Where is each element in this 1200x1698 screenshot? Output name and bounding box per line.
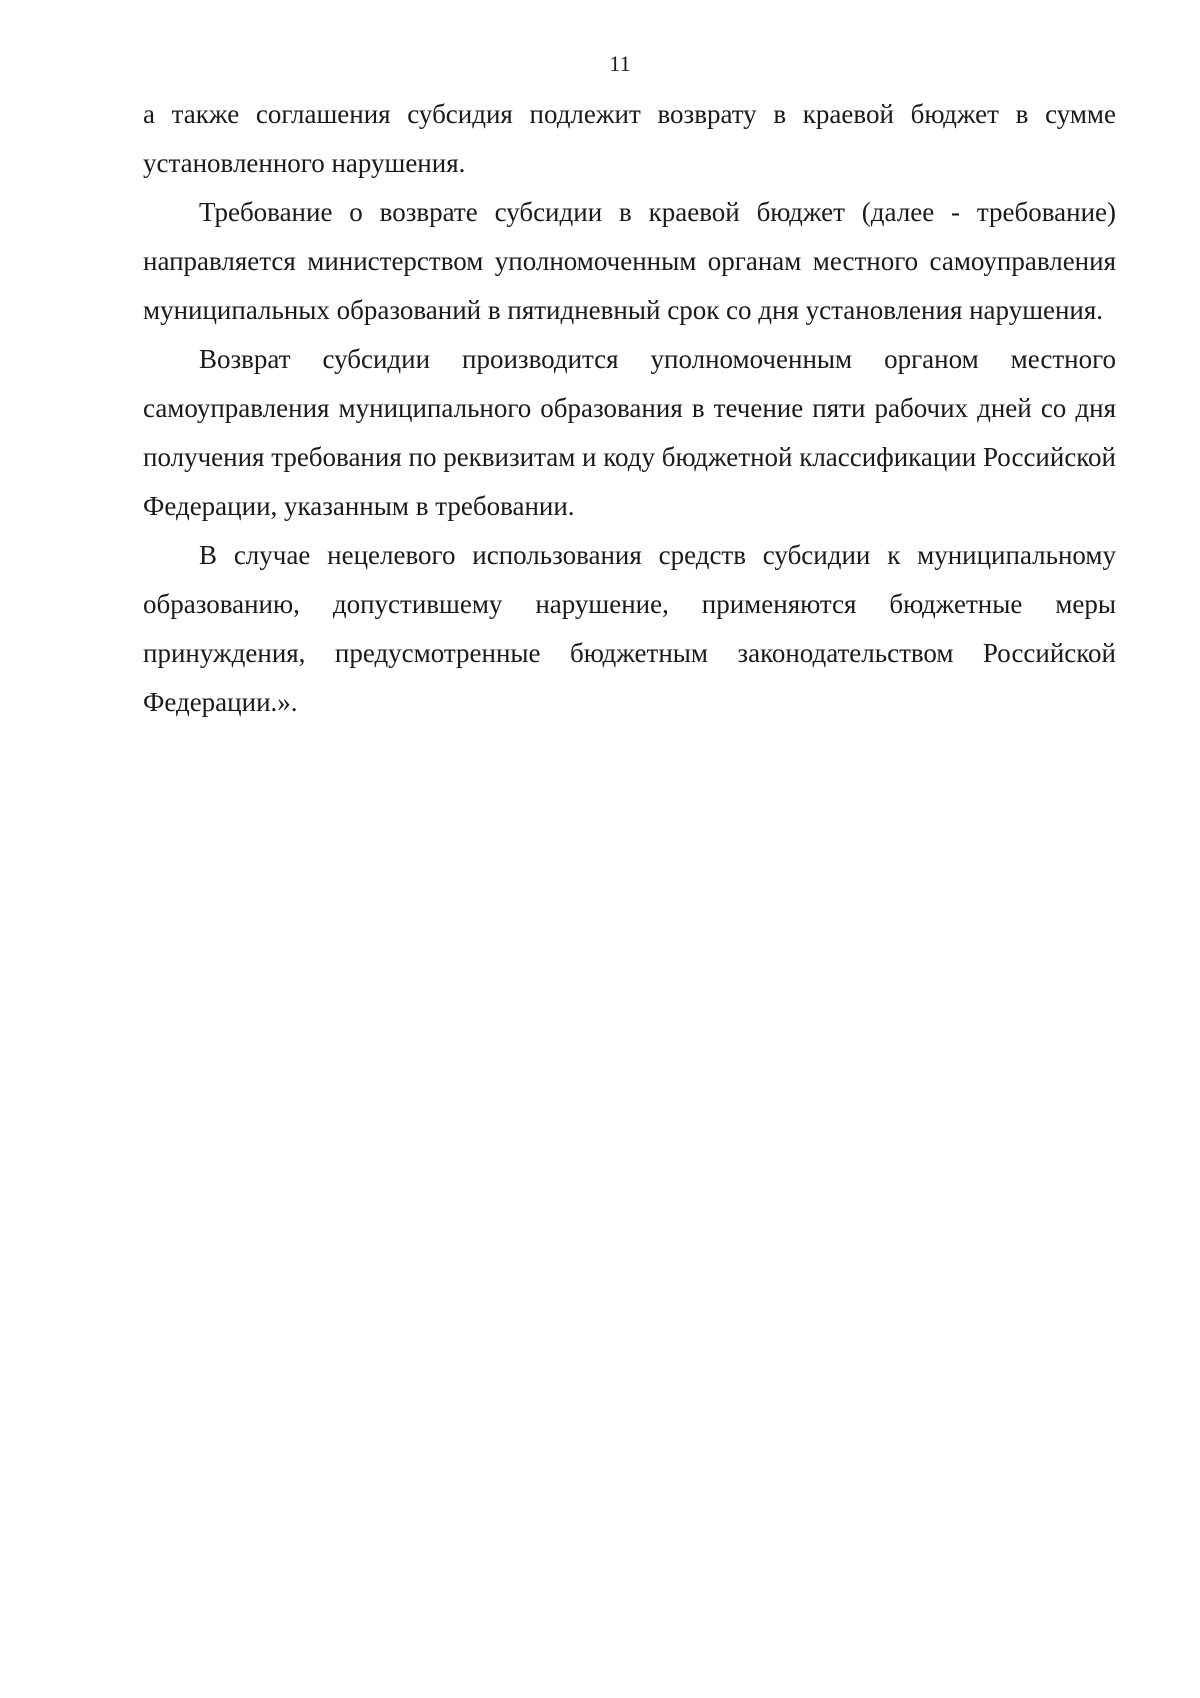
paragraph-misuse-measures: В случае нецелевого использования средств субсидии к муниципальному образованию, допустившему нарушение, применяются бюджетные меры принуждения, предусмотренные бюджетным законодательством Российской Федерации.». (143, 540, 1116, 717)
document-body (143, 90, 1116, 727)
page-number: 11 (609, 51, 631, 76)
paragraph-subsidy-return-continuation: а также соглашения субсидия подлежит возврату в краевой бюджет в сумме установленного нарушения. (143, 99, 1116, 178)
paragraph-return-requirement: Требование о возврате субсидии в краевой бюджет (далее - требование) направляется министерством уполномоченным органам местного самоуправления муниципальных образований в пятидневный срок со дня установления нарушения. (143, 197, 1116, 325)
paragraph-return-procedure: Возврат субсидии производится уполномоченным органом местного самоуправления муниципального образования в течение пяти рабочих дней со дня получения требования по реквизитам и коду бюджетной классификации Российской Федерации, указанным в требовании. (143, 344, 1117, 521)
